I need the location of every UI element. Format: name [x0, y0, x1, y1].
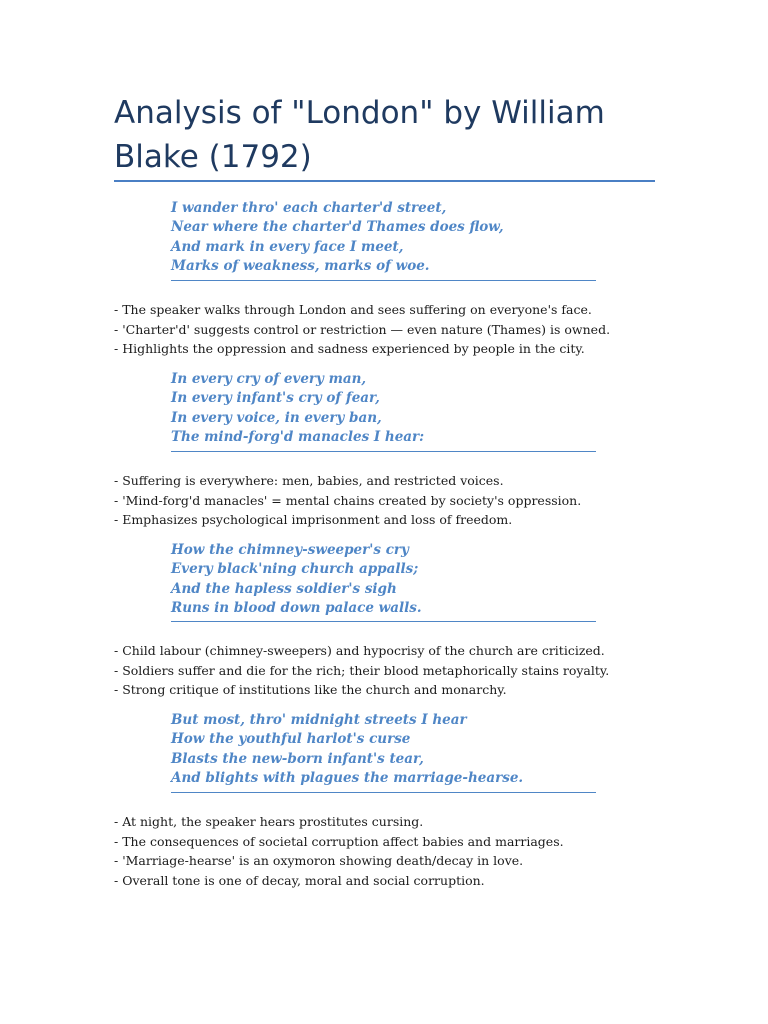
poem-stanza-3	[171, 541, 596, 618]
analysis-notes-1	[114, 300, 655, 359]
stanza-line: How the youthful harlot's curse	[171, 731, 411, 748]
analysis-note: - Strong critique of institutions like the church and monarchy.	[114, 682, 507, 697]
stanza-divider	[171, 792, 596, 793]
stanza-line: I wander thro' each charter'd street,	[171, 200, 447, 216]
stanza-line: In every infant's cry of fear,	[171, 390, 380, 407]
analysis-note: - At night, the speaker hears prostitutes cursing.	[114, 814, 424, 829]
document-title: Analysis of "London" by William Blake (1792)	[114, 95, 605, 175]
stanza-line: Marks of weakness, marks of woe.	[171, 257, 430, 274]
stanza-divider	[171, 280, 596, 281]
stanza-line: The mind-forg'd manacles I hear:	[171, 428, 425, 445]
analysis-note: - 'Charter'd' suggests control or restriction — even nature (Thames) is owned.	[114, 321, 611, 337]
stanza-line: And mark in every face I meet,	[171, 238, 404, 255]
stanza-line: In every cry of every man,	[171, 371, 367, 387]
stanza-divider	[171, 451, 596, 452]
analysis-note: - 'Marriage-hearse' is an oxymoron showing death/decay in love.	[114, 853, 524, 868]
analysis-note: - Soldiers suffer and die for the rich; their blood metaphorically stains royalty.	[114, 662, 610, 678]
poem-stanza-2	[171, 370, 596, 447]
poem-stanza-4	[171, 711, 596, 788]
analysis-note: - Highlights the oppression and sadness experienced by people in the city.	[114, 341, 585, 356]
analysis-note: - Overall tone is one of decay, moral and social corruption.	[114, 872, 485, 888]
stanza-line: Near where the charter'd Thames does flow,	[171, 219, 504, 236]
analysis-note: - Child labour (chimney-sweepers) and hypocrisy of the church are criticized.	[114, 643, 605, 658]
poem-stanza-1	[171, 199, 596, 276]
analysis-note: - The consequences of societal corruption affect babies and marriages.	[114, 833, 564, 849]
stanza-line: And the hapless soldier's sigh	[171, 580, 397, 597]
analysis-note: - Emphasizes psychological imprisonment and loss of freedom.	[114, 512, 513, 527]
analysis-notes-4	[114, 812, 655, 890]
analysis-note: - 'Mind-forg'd manacles' = mental chains created by society's oppression.	[114, 492, 582, 508]
analysis-notes-2	[114, 471, 655, 530]
analysis-note: - The speaker walks through London and sees suffering on everyone's face.	[114, 302, 592, 317]
stanza-line: And blights with plagues the marriage-hearse.	[171, 769, 524, 786]
analysis-note: - Suffering is everywhere: men, babies, and restricted voices.	[114, 473, 504, 488]
stanza-divider	[171, 621, 596, 622]
stanza-line: But most, thro' midnight streets I hear	[171, 712, 467, 728]
title-underline	[114, 180, 655, 182]
stanza-line: In every voice, in every ban,	[171, 409, 382, 426]
stanza-line: Runs in blood down palace walls.	[171, 599, 422, 616]
stanza-line: Every black'ning church appalls;	[171, 561, 419, 578]
analysis-notes-3	[114, 641, 655, 700]
stanza-line: How the chimney-sweeper's cry	[171, 542, 409, 558]
stanza-line: Blasts the new-born infant's tear,	[171, 750, 424, 767]
